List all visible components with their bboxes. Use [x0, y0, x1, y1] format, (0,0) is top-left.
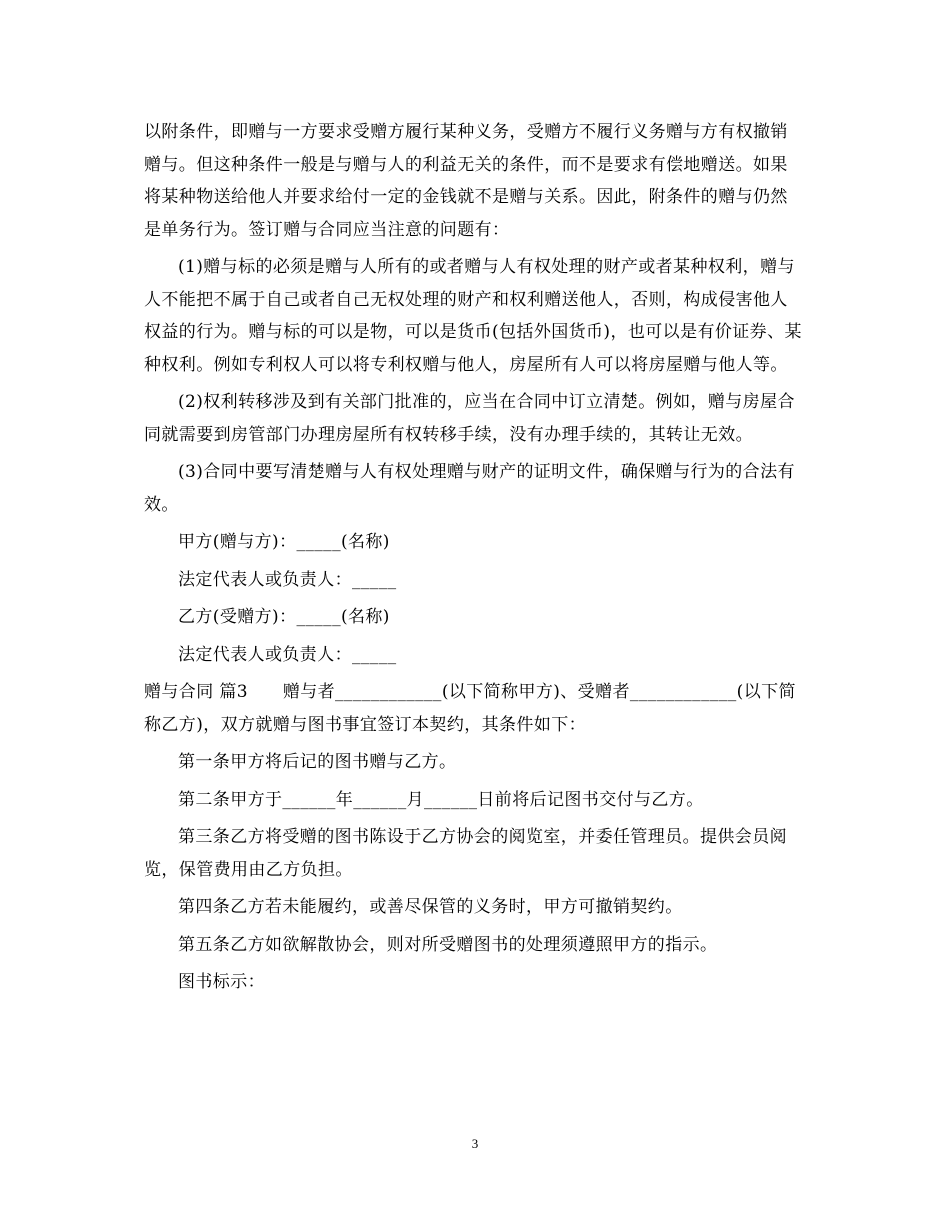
article-2: 第二条甲方于______年______月______日前将后记图书交付与乙方。 [178, 789, 704, 810]
party-b-line: 乙方(受赠方)：_____(名称) [178, 607, 390, 627]
party-b-representative-line: 法定代表人或负责人：_____ [178, 644, 397, 665]
paragraph-point-3: (3)合同中要写清楚赠与人有权处理赠与财产的证明文件，确保赠与行为的合法有效。 [144, 462, 795, 515]
article-4: 第四条乙方若未能履约，或善尽保管的义务时，甲方可撤销契约。 [178, 897, 683, 917]
article-1: 第一条甲方将后记的图书赠与乙方。 [178, 752, 457, 772]
article-5: 第五条乙方如欲解散协会，则对所受赠图书的处理须遵照甲方的指示。 [178, 934, 718, 955]
paragraph-point-1: (1)赠与标的必须是赠与人所有的或者赠与人有权处理的财产或者某种权利，赠与人不能把不属于自己或者自己无权处理的财产和权利赠送他人，否则，构成侵害他人权益的行为。赠与标的可以是物，可以是货币(包括外国货币)，也可以是有价证券、某种权利。例如专利权人可以将专利权赠与他人，房屋所有人可以将房屋赠与他人等。 [144, 257, 802, 375]
paragraph-conditional-gift: 以附条件，即赠与一方要求受赠方履行某种义务，受赠方不履行义务赠与方有权撤销赠与。但这种条件一般是与赠与人的利益无关的条件，而不是要求有偿地赠送。如果将某种物送给他人并要求给付一定的金钱就不是赠与关系。因此，附条件的赠与仍然是单务行为。签订赠与合同应当注意的问题有： [144, 122, 788, 240]
contract-3-heading-paragraph: 赠与合同 篇3 赠与者____________(以下简称甲方)、受赠者____________(以下简称乙方)，双方就赠与图书事宜签订本契约，其条件如下： [144, 682, 796, 735]
page-number: 3 [471, 1136, 479, 1151]
book-listing-label: 图书标示： [178, 972, 265, 992]
article-3: 第三条乙方将受赠的图书陈设于乙方协会的阅览室，并委任管理员。提供会员阅览，保管费用由乙方负担。 [144, 827, 787, 880]
party-a-line: 甲方(赠与方)：_____(名称) [178, 532, 390, 552]
party-a-representative-line: 法定代表人或负责人：_____ [178, 569, 397, 590]
document-body [144, 116, 804, 1004]
paragraph-point-2: (2)权利转移涉及到有关部门批准的，应当在合同中订立清楚。例如，赠与房屋合同就需要到房管部门办理房屋所有权转移手续，没有办理手续的，其转让无效。 [144, 392, 795, 445]
